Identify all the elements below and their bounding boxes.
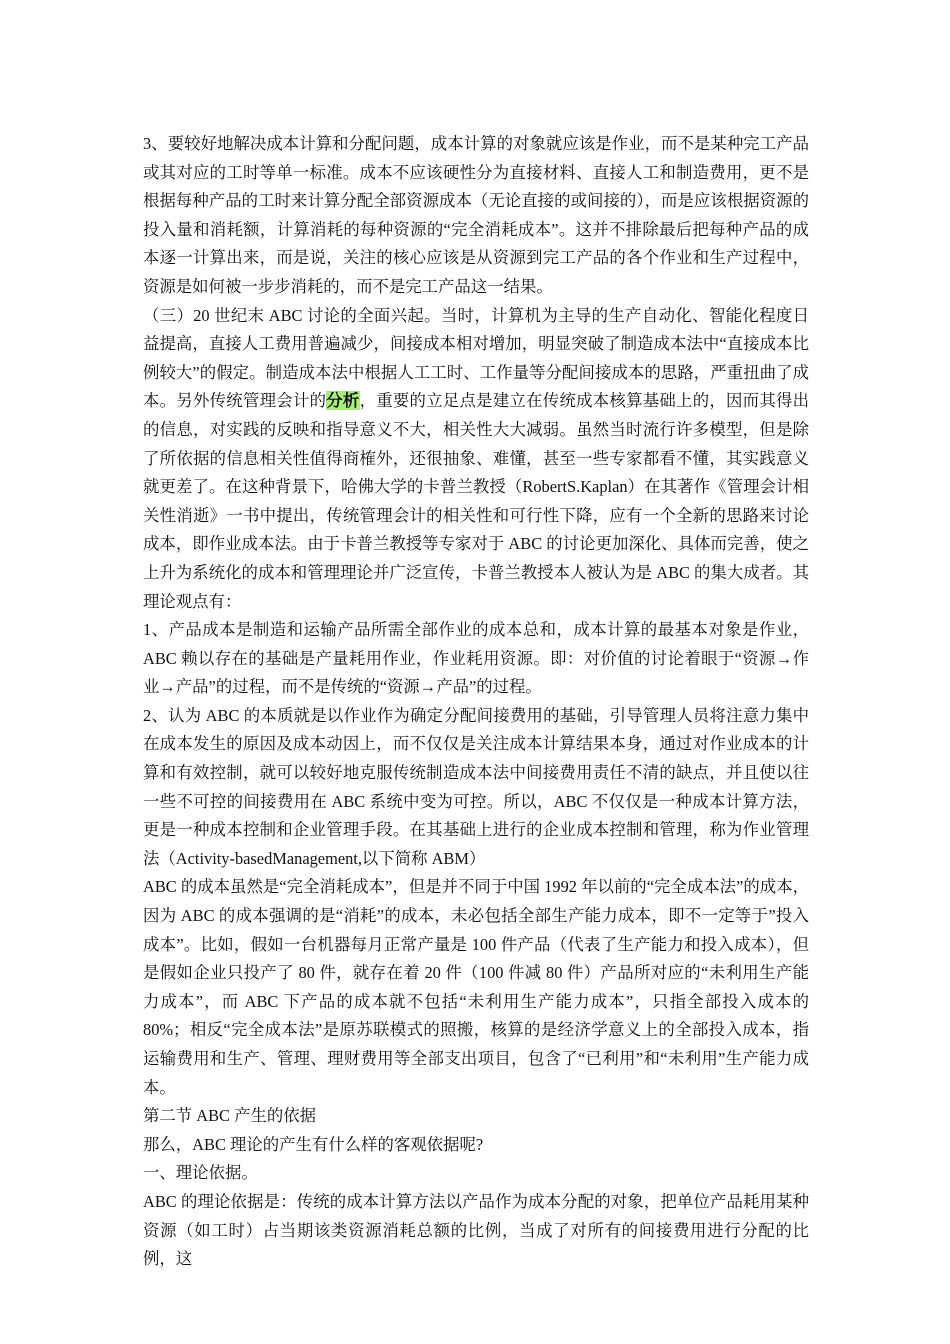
paragraph-question: 那么，ABC 理论的产生有什么样的客观依据呢? <box>143 1134 484 1154</box>
paragraph-theory-basis: ABC 的理论依据是：传统的成本计算方法以产品作为成本分配的对象，把单位产品耗用某种资源（如工时）占当期该类资源消耗总额的比例，当成了对所有的间接费用进行分配的比例，这 <box>143 1191 809 1269</box>
highlighted-word: 分析 <box>326 391 360 411</box>
paragraph-abc-rise-text-2: ，重要的立足点是建立在传统成本核算基础上的，因而其得出的信息，对实践的反映和指导意义不大，相关性大大减弱。虽然当时流行许多模型，但是除了所依据的信息相关性值得商榷外，还很抽象、难懂，甚至一些专家都看不懂，其实践意义就更差了。在这种背景下，哈佛大学的卡普兰教授（RobertS.Kaplan）在其著作《管理会计相关性消逝》一书中提出，传统管理会计的相关性和可行性下降，应有一个全新的思路来讨论成本，即作业成本法。由于卡普兰教授等专家对于 ABC 的讨论更加深化、具体而完善，使之上升为系统化的成本和管理理论并广泛宣传，卡普兰教授本人被认为是 ABC 的集大成者。其理论观点有： <box>143 391 810 611</box>
paragraph-abc-rise-text-1: （三）20 世纪末 ABC 讨论的全面兴起。当时，计算机为主导的生产自动化、智能化程度日益提高，直接人工费用普遍减少，间接成本相对增加，明显突破了制造成本法中“直接成本比例较大”的假定。制造成本法中根据人工工时、工作量等分配间接成本的思路，严重扭曲了成本。另外传统管理会计的 <box>143 305 809 411</box>
paragraph-full-cost: ABC 的成本虽然是“完全消耗成本”，但是并不同于中国 1992 年以前的“完全成本法”的成本，因为 ABC 的成本强调的是“消耗”的成本，未必包括全部生产能力成本，即不一定等于”投入成本”。比如，假如一台机器每月正常产量是 100 件产品（代表了生产能力和投入成本），但是假如企业只投产了 80 件，就存在着 20 件（100 件减 80 件）产品所对应的“未利用生产能力成本”，而 ABC 下产品的成本就不包括“未利用生产能力成本”，只指全部投入成本的 80%；相反“完全成本法”是原苏联模式的照搬，核算的是经济学意义上的全部投入成本，指运输费用和生产、管理、理财费用等全部支出项目，包含了“已利用”和“未利用”生产能力成本。 <box>143 877 809 1097</box>
subheading-theory-basis: 一、理论依据。 <box>143 1163 258 1183</box>
paragraph-point-2: 2、认为 ABC 的本质就是以作业作为确定分配间接费用的基础，引导管理人员将注意力集中在成本发生的原因及成本动因上，而不仅仅是关注成本计算结果本身，通过对作业成本的计算和有效控制，就可以较好地克服传统制造成本法中间接费用责任不清的缺点，并且使以往一些不可控的间接费用在 ABC 系统中变为可控。所以，ABC 不仅仅是一种成本计算方法，更是一种成本控制和企业管理手段。在其基础上进行的企业成本控制和管理，称为作业管理法（Activity-basedManagement,以下简称 ABM） <box>143 705 809 868</box>
paragraph-cost-object: 3、要较好地解决成本计算和分配问题，成本计算的对象就应该是作业，而不是某种完工产品或其对应的工时等单一标准。成本不应该硬性分为直接材料、直接人工和制造费用，更不是根据每种产品的工时来计算分配全部资源成本（无论直接的或间接的），而是应该根据资源的投入量和消耗额，计算消耗的每种资源的“完全消耗成本”。这并不排除最后把每种产品的成本逐一计算出来，而是说，关注的核心应该是从资源到完工产品的各个作业和生产过程中，资源是如何被一步步消耗的，而不是完工产品这一结果。 <box>143 134 809 296</box>
paragraph-point-1: 1、产品成本是制造和运输产品所需全部作业的成本总和，成本计算的最基本对象是作业，ABC 赖以存在的基础是产量耗用作业，作业耗用资源。即：对价值的讨论着眼于“资源→作业→产品”的过程，而不是传统的“资源→产品”的过程。 <box>143 620 809 697</box>
section-heading: 第二节 ABC 产生的依据 <box>143 1106 317 1126</box>
document-body <box>143 130 809 1274</box>
paragraph-abc-rise <box>143 302 809 617</box>
